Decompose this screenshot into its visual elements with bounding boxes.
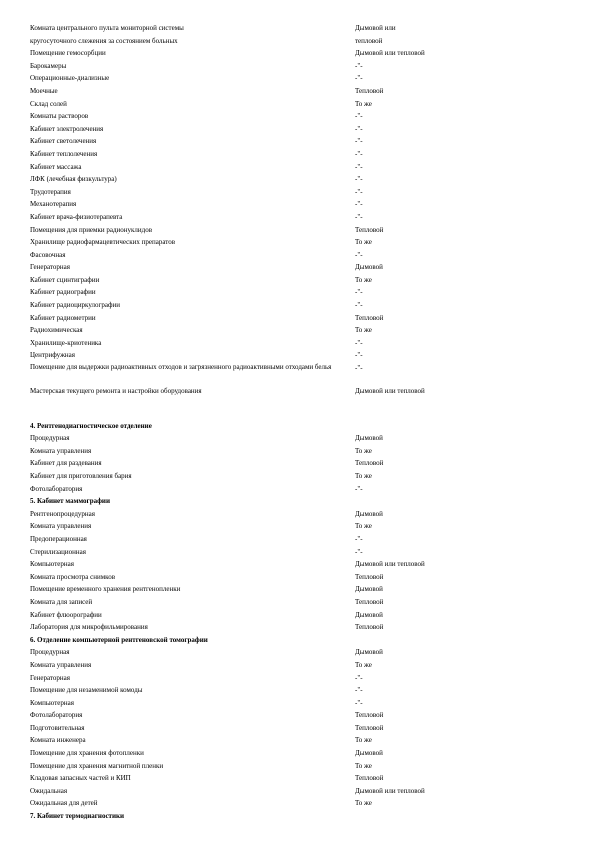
room-name: ЛФК (лечебная физкультура) — [30, 175, 117, 184]
table-row — [30, 337, 570, 350]
table-row — [30, 797, 570, 810]
detector-type: То же — [355, 326, 372, 335]
detector-type: То же — [355, 275, 372, 284]
detector-type: Дымовой — [355, 509, 383, 518]
detector-type: Дымовой или тепловой — [355, 387, 425, 396]
table-row — [30, 173, 570, 186]
table-row — [30, 772, 570, 785]
detector-type: -"- — [355, 686, 363, 695]
room-name: Генераторная — [30, 263, 70, 272]
room-name: Кабинет электролечения — [30, 124, 104, 133]
detector-type: Тепловой — [355, 597, 384, 606]
detector-type: То же — [355, 761, 372, 770]
room-name: Помещения для приемки радионуклидов — [30, 225, 153, 234]
room-name: Кабинет массажа — [30, 162, 82, 171]
room-name: Помещение для выдержки радиоактивных отходов и загрязненного радиоактивными отходами белья — [30, 363, 332, 372]
detector-type: Тепловой — [355, 774, 384, 783]
room-name: Хранилище радиофармацевтических препаратов — [30, 238, 176, 247]
table-row — [30, 35, 570, 48]
table-row — [30, 609, 570, 622]
room-name: Радиохимическая — [30, 326, 83, 335]
room-name: 7. Кабинет термодиагностики — [30, 812, 125, 821]
detector-type: Тепловой — [355, 623, 384, 632]
detector-type: Тепловой — [355, 459, 384, 468]
detector-type: -"- — [355, 112, 363, 121]
table-row — [30, 299, 570, 312]
room-name: 5. Кабинет маммографии — [30, 497, 110, 506]
section-spacer — [30, 398, 570, 420]
table-row — [30, 697, 570, 710]
room-name: Центрифужная — [30, 351, 75, 360]
detector-type: Дымовой или тепловой — [355, 560, 425, 569]
detector-type: Тепловой — [355, 572, 384, 581]
detector-type: -"- — [355, 673, 363, 682]
table-row — [30, 349, 570, 362]
detector-type: -"- — [355, 250, 363, 259]
detector-type: тепловой — [355, 36, 383, 45]
table-row — [30, 224, 570, 237]
room-name: Склад солей — [30, 99, 67, 108]
room-name: Кабинет светолечения — [30, 137, 97, 146]
detector-type: Дымовой или — [355, 24, 396, 32]
room-name: Мастерская текущего ремонта и настройки оборудования — [30, 387, 202, 396]
table-row — [30, 508, 570, 521]
detector-type: -"- — [355, 698, 363, 707]
table-row — [30, 85, 570, 98]
table-row — [30, 286, 570, 299]
room-name: Процедурная — [30, 648, 70, 657]
room-name: Барокамеры — [30, 61, 67, 70]
table-row — [30, 110, 570, 123]
room-name: Кабинет радиоциркулографии — [30, 301, 121, 310]
detector-type: Дымовой — [355, 585, 383, 594]
room-name: Фотолаборатория — [30, 484, 83, 493]
detector-type: -"- — [355, 149, 363, 158]
detector-type: То же — [355, 522, 372, 531]
table-row — [30, 483, 570, 496]
table-row — [30, 236, 570, 249]
table-row — [30, 760, 570, 773]
detector-type: -"- — [355, 301, 363, 310]
detector-type: -"- — [355, 338, 363, 347]
room-name: Кладовая запасных частей и КИП — [30, 774, 131, 783]
room-name: Хранилище-криотеника — [30, 338, 102, 347]
room-name: Компьютерная — [30, 698, 74, 707]
table-row — [30, 621, 570, 634]
table-row — [30, 98, 570, 111]
room-name: 6. Отделение компьютерной рентгеновской томографии — [30, 635, 208, 644]
room-name: Рентгенопроцедурная — [30, 509, 95, 518]
room-name: Комната для записей — [30, 597, 93, 606]
room-name: Процедурная — [30, 434, 70, 443]
room-name: Стерилизационная — [30, 547, 86, 556]
detector-type: То же — [355, 99, 372, 108]
table-row — [30, 672, 570, 685]
room-name: Механотерапия — [30, 200, 77, 209]
detector-type: Тепловой — [355, 225, 384, 234]
detector-type: -"- — [355, 162, 363, 171]
table-row — [30, 135, 570, 148]
table-row — [30, 261, 570, 274]
detector-type: -"- — [355, 484, 363, 493]
room-name: Кабинет радиографии — [30, 288, 96, 297]
room-name: Компьютерная — [30, 560, 74, 569]
room-name: Помещение для хранения фотопленки — [30, 749, 144, 758]
table-row — [30, 324, 570, 337]
section-heading — [30, 495, 570, 508]
detector-type: То же — [355, 736, 372, 745]
room-name: Кабинет теплолечения — [30, 149, 98, 158]
detector-type: Дымовой — [355, 434, 383, 443]
detector-type: -"- — [355, 288, 363, 297]
detector-type: -"- — [355, 187, 363, 196]
section-heading — [30, 420, 570, 433]
room-name: Комната инженера — [30, 736, 86, 745]
detector-type: Тепловой — [355, 313, 384, 322]
room-name: Фасовочная — [30, 250, 66, 259]
detector-type: -"- — [355, 175, 363, 184]
room-name: Ожидальная — [30, 786, 68, 795]
room-name: Помещение для незаменимой комоды — [30, 686, 143, 695]
room-name: Комната управления — [30, 660, 92, 669]
detector-type: То же — [355, 472, 372, 480]
detector-type: -"- — [355, 534, 363, 543]
table-row — [30, 596, 570, 609]
detector-type: -"- — [355, 124, 363, 133]
room-name: Ожидальная для детей — [30, 799, 98, 808]
table-row — [30, 445, 570, 458]
room-name: Моечные — [30, 86, 58, 95]
section-heading — [30, 810, 570, 823]
room-name: кругосуточного слежения за состоянием больных — [30, 36, 178, 45]
room-name: Комната управления — [30, 522, 92, 531]
table-row — [30, 60, 570, 73]
table-row — [30, 22, 570, 35]
detector-type: Тепловой — [355, 86, 384, 95]
table-row — [30, 432, 570, 445]
table-row — [30, 659, 570, 672]
detector-type: -"- — [355, 61, 363, 70]
detector-type: -"- — [355, 137, 363, 146]
room-name: Комнаты растворов — [30, 112, 89, 121]
table-row — [30, 533, 570, 546]
room-name: Фотолаборатория — [30, 711, 83, 720]
detector-type: Тепловой — [355, 723, 384, 732]
table-row — [30, 312, 570, 325]
detector-type: Дымовой или тепловой — [355, 786, 425, 795]
room-name: Подготовительная — [30, 723, 85, 732]
room-name: Комната управления — [30, 446, 92, 455]
detector-type: Дымовой — [355, 749, 383, 758]
detector-type: То же — [355, 799, 372, 808]
room-name: Предоперационная — [30, 534, 87, 543]
table-row — [30, 734, 570, 747]
detector-type: Дымовой — [355, 263, 383, 272]
table-row — [30, 385, 570, 398]
room-name: Помещение временного хранения рентгенопленки — [30, 585, 181, 594]
table-row — [30, 546, 570, 559]
table-row — [30, 72, 570, 85]
detector-type: Дымовой — [355, 648, 383, 657]
room-name: Кабинет флюорографии — [30, 610, 102, 619]
room-name: Комната просмотра снимков — [30, 572, 116, 581]
detector-type: -"- — [355, 212, 363, 221]
table-row — [30, 709, 570, 722]
section-heading — [30, 634, 570, 647]
detector-type: -"- — [355, 200, 363, 209]
room-name: Трудотерапия — [30, 187, 71, 196]
detector-type: Тепловой — [355, 711, 384, 720]
room-name: Кабинет для раздевания — [30, 459, 102, 468]
table-row — [30, 211, 570, 224]
table-row — [30, 785, 570, 798]
table-row — [30, 161, 570, 174]
detector-type: -"- — [355, 74, 363, 83]
table-row — [30, 520, 570, 533]
table-row — [30, 123, 570, 136]
room-name: Кабинет радиометрии — [30, 313, 96, 322]
room-name: Помещение гемосорбции — [30, 49, 106, 58]
table-row — [30, 722, 570, 735]
table-row — [30, 470, 570, 483]
detector-type: То же — [355, 660, 372, 669]
table-row — [30, 457, 570, 470]
detector-type: То же — [355, 446, 372, 455]
room-name: Кабинет врача-физиотерапевта — [30, 212, 123, 221]
table-row — [30, 198, 570, 211]
room-name: Лаборатория для микрофильмирования — [30, 623, 148, 632]
table-row — [30, 583, 570, 596]
table-row — [30, 362, 570, 385]
table-row — [30, 274, 570, 287]
room-name: Кабинет сцинтиграфии — [30, 275, 100, 284]
detector-type: -"- — [355, 547, 363, 556]
detector-type: -"- — [355, 364, 363, 373]
table-row — [30, 148, 570, 161]
detector-type: То же — [355, 238, 372, 247]
table-row — [30, 558, 570, 571]
detector-type: Дымовой — [355, 610, 383, 619]
room-name: Комната центрального пульта мониторной системы — [30, 24, 184, 32]
room-name: Кабинет для приготовления бария — [30, 472, 132, 480]
fire-detector-table — [30, 22, 570, 823]
room-name: Генераторная — [30, 673, 70, 682]
room-name: Помещение для хранения магнитной пленки — [30, 761, 164, 770]
table-row — [30, 646, 570, 659]
table-row — [30, 684, 570, 697]
table-row — [30, 47, 570, 60]
table-row — [30, 249, 570, 262]
table-row — [30, 747, 570, 760]
detector-type: Дымовой или тепловой — [355, 49, 425, 58]
table-row — [30, 571, 570, 584]
detector-type: -"- — [355, 351, 363, 360]
room-name: Операционные-диализные — [30, 74, 110, 83]
room-name: 4. Рентгенодиагностическое отделение — [30, 421, 152, 430]
table-row — [30, 186, 570, 199]
